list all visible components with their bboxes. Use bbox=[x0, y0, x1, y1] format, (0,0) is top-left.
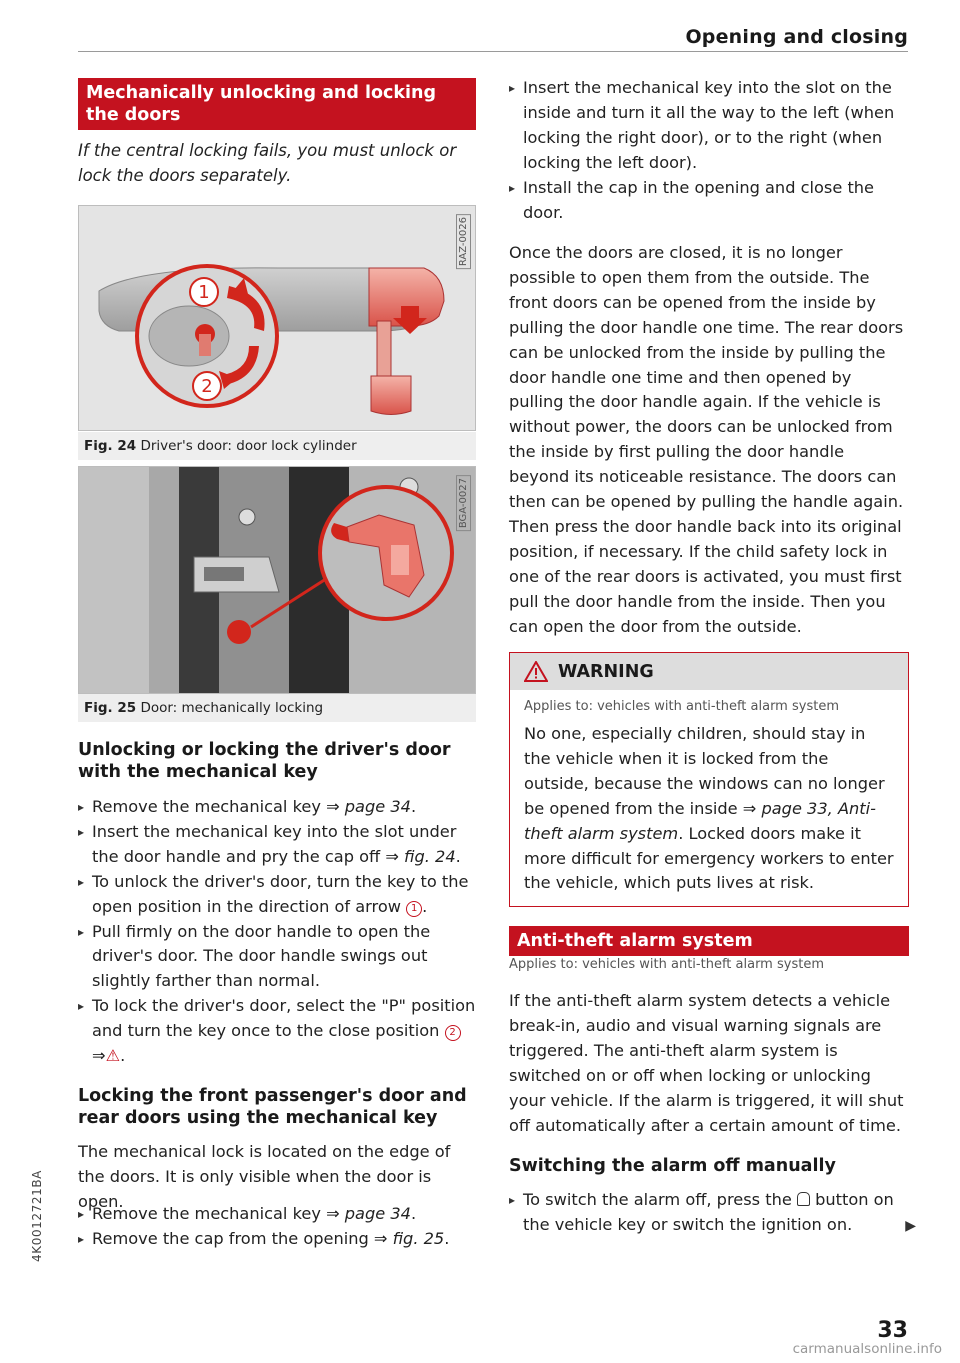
step-tail: . bbox=[120, 1046, 126, 1066]
step-text: Pull firmly on the door handle to open the driver's door. The door handle swings out slightly farther than normal. bbox=[92, 921, 431, 991]
step-text: To lock the driver's door, select the "P" position and turn the key once to the close position bbox=[92, 996, 476, 1041]
figure-25-caption-text: Door: mechanically locking bbox=[140, 700, 324, 716]
warning-triangle-icon[interactable]: ⚠ bbox=[105, 1046, 121, 1066]
section-title-text: Anti-theft alarm system bbox=[517, 931, 753, 951]
step-lock bbox=[78, 994, 476, 1069]
section-title-mechanical bbox=[78, 78, 476, 130]
document-code: 4K0012721BA bbox=[30, 1170, 44, 1262]
driver-door-steps bbox=[78, 795, 476, 1069]
warning-box bbox=[509, 652, 909, 907]
step-tail: . bbox=[455, 846, 461, 866]
step-switch-alarm-off bbox=[509, 1188, 903, 1238]
step-text-tail: button on the vehicle key or switch the ignition on. bbox=[523, 1190, 894, 1234]
arrow-1-marker: 1 bbox=[406, 901, 422, 917]
figure-25 bbox=[78, 466, 476, 694]
warning-body bbox=[510, 690, 908, 906]
warning-text bbox=[524, 722, 894, 896]
warning-header bbox=[510, 653, 908, 690]
door-mechanical-lock-illustration bbox=[79, 467, 475, 693]
heading-driver-door: Unlocking or locking the driver's door with the mechanical key bbox=[78, 740, 451, 782]
figure-25-code: BGA-0027 bbox=[456, 475, 471, 531]
anti-theft-link[interactable]: ⇒ page 33, Anti-theft alarm system bbox=[524, 798, 876, 843]
figure-25-label: Fig. 25 bbox=[84, 700, 137, 716]
arrow-2-marker: 2 bbox=[445, 1025, 461, 1041]
warning-text-b: . Locked doors make it more difficult for emergency workers to enter the vehicle, which puts lives at risk. bbox=[524, 823, 894, 893]
callout-2: 2 bbox=[201, 376, 213, 397]
doors-closed-paragraph: Once the doors are closed, it is no longer possible to open them from the outside. The front doors can be opened from the inside by pulling the door handle one time. The rear doors can be unlocked from the inside by pulling the door handle one time and then opened by pulling the door handle again. If the vehicle is without power, the doors can be unlocked from the inside by first pulling the door handle beyond its noticeable resistance. The doors can then can be opened by pulling the handle again. Then press the door handle back into its original position, if necessary. If the child safety lock in one of the rear doors is activated, you must first pull the door handle from the inside. Then you can open the door from the outside. bbox=[509, 243, 904, 636]
figure-24-code: RAZ-0026 bbox=[456, 214, 471, 269]
unlock-key-icon bbox=[797, 1192, 810, 1206]
page-34-link[interactable]: ⇒ page 34 bbox=[326, 797, 411, 816]
right-steps bbox=[509, 76, 901, 225]
step-text: Remove the mechanical key bbox=[92, 797, 327, 816]
callout-1: 1 bbox=[198, 282, 210, 303]
step-remove-cap bbox=[78, 1227, 476, 1252]
step-tail: . bbox=[444, 1228, 450, 1248]
section-title-anti-theft bbox=[509, 926, 909, 956]
continue-arrow-icon: ▶ bbox=[905, 1218, 916, 1234]
figure-24-caption bbox=[78, 432, 476, 460]
warning-text-a: No one, especially children, should stay in the vehicle when it is locked from the outside, because the windows can no longer be opened from the inside bbox=[524, 724, 885, 818]
step-install-cap: ▸ Install the cap in the opening and close the door. bbox=[509, 176, 901, 226]
figure-24-label: Fig. 24 bbox=[84, 438, 137, 454]
figure-24 bbox=[78, 205, 476, 431]
step-text: To switch the alarm off, press the bbox=[523, 1190, 797, 1209]
fig-24-link[interactable]: ⇒ fig. 24 bbox=[385, 846, 456, 866]
step-insert-key-inside: ▸ Insert the mechanical key into the slot on the inside and turn it all the way to the left (when locking the right door), or to the right (when locking the left door). bbox=[509, 76, 901, 176]
passenger-door-steps bbox=[78, 1202, 476, 1252]
page-header-title: Opening and closing bbox=[685, 26, 908, 48]
door-lock-cylinder-illustration bbox=[79, 206, 475, 430]
step-remove-key-2 bbox=[78, 1202, 476, 1227]
watermark: carmanualsonline.info bbox=[792, 1341, 942, 1357]
warning-title: WARNING bbox=[558, 661, 654, 682]
step-text: Insert the mechanical key into the slot under the door handle and pry the cap off bbox=[92, 821, 457, 866]
figure-24-caption-text: Driver's door: door lock cylinder bbox=[140, 438, 357, 454]
step-unlock bbox=[78, 870, 476, 920]
step-text: Remove the cap from the opening bbox=[92, 1228, 374, 1248]
warning-applies: Applies to: vehicles with anti-theft alarm system bbox=[524, 699, 839, 714]
page-number: 33 bbox=[877, 1318, 908, 1343]
figure-25-caption bbox=[78, 694, 476, 722]
heading-switch-alarm-off: Switching the alarm off manually bbox=[509, 1156, 836, 1176]
step-text: Remove the mechanical key bbox=[92, 1204, 327, 1223]
warning-ref-arrow[interactable]: ⇒ bbox=[92, 1046, 106, 1066]
section-title-text: Mechanically unlocking and locking the doors bbox=[86, 83, 436, 125]
step-tail: . bbox=[410, 797, 417, 816]
step-pull-handle bbox=[78, 920, 476, 995]
heading-passenger-doors: Locking the front passenger's door and rear doors using the mechanical key bbox=[78, 1086, 467, 1128]
step-text: To unlock the driver's door, turn the key to the open position in the direction of arrow bbox=[92, 871, 469, 916]
step-tail: . bbox=[422, 896, 428, 916]
fig-25-link[interactable]: ⇒ fig. 25 bbox=[373, 1228, 445, 1248]
mechanical-lock-location: The mechanical lock is located on the edge of the doors. It is only visible when the door is open. bbox=[78, 1142, 451, 1211]
anti-theft-applies: Applies to: vehicles with anti-theft alarm system bbox=[509, 957, 824, 972]
step-remove-key bbox=[78, 795, 476, 820]
intro-text: If the central locking fails, you must unlock or lock the doors separately. bbox=[78, 141, 457, 185]
page-34-link[interactable]: ⇒ page 34 bbox=[326, 1204, 411, 1223]
step-tail: . bbox=[410, 1204, 417, 1223]
step-insert-key bbox=[78, 820, 476, 870]
warning-triangle-icon bbox=[524, 661, 548, 682]
anti-theft-description: If the anti-theft alarm system detects a vehicle break-in, audio and visual warning signals are triggered. The anti-theft alarm system is switched on or off when locking or unlocking your vehicle. If the alarm is triggered, it will shut off automatically after a certain amount of time. bbox=[509, 991, 904, 1135]
header-rule bbox=[78, 51, 908, 52]
